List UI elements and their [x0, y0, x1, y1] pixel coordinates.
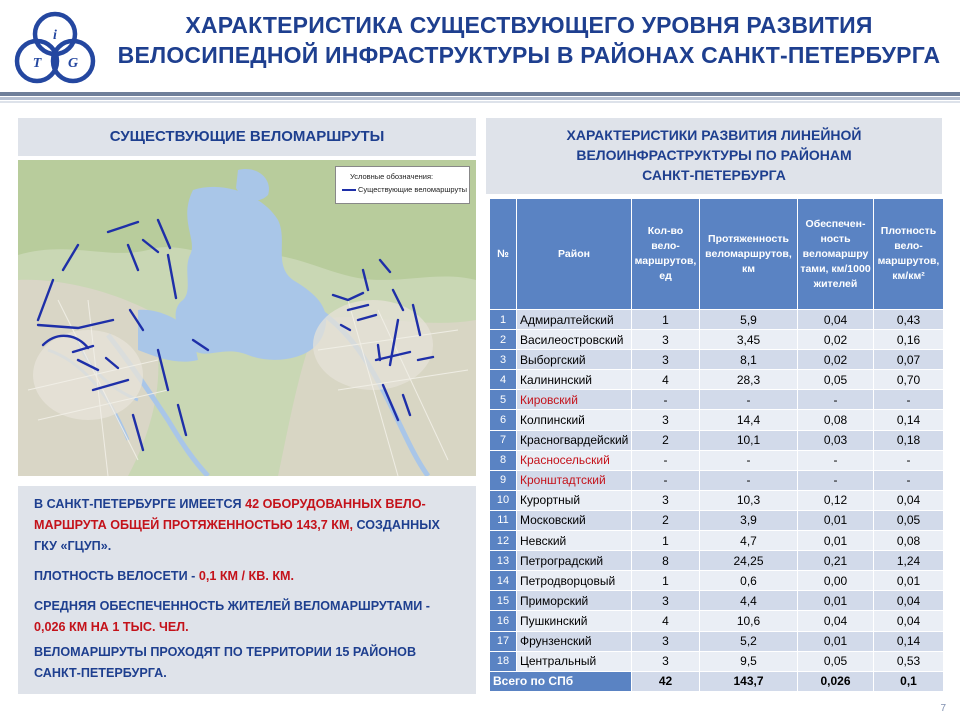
route-count: 3: [632, 651, 700, 671]
route-count: 3: [632, 591, 700, 611]
legend-title: Условные обозначения:: [350, 172, 434, 181]
row-number: 14: [490, 571, 517, 591]
route-length: 4,4: [700, 591, 798, 611]
district-name: Колпинский: [517, 410, 632, 430]
row-number: 3: [490, 350, 517, 370]
page-title: [108, 10, 950, 70]
district-name: Приморский: [517, 591, 632, 611]
route-count: 2: [632, 510, 700, 530]
total-length: 143,7: [700, 671, 798, 691]
route-length: 24,25: [700, 551, 798, 571]
header-district: Район: [517, 199, 632, 310]
table-row: [490, 330, 944, 350]
route-supply: 0,01: [798, 531, 874, 551]
district-name: Курортный: [517, 490, 632, 510]
info-text: ПЛОТНОСТЬ ВЕЛОСЕТИ -: [34, 569, 199, 583]
row-number: 18: [490, 651, 517, 671]
header-density: Плотность вело-маршрутов, км/км²: [874, 199, 944, 310]
route-length: 3,9: [700, 510, 798, 530]
table-row: [490, 591, 944, 611]
route-density: 1,24: [874, 551, 944, 571]
table-row: [490, 370, 944, 390]
route-density: 0,53: [874, 651, 944, 671]
districts-table: [489, 198, 944, 692]
legend-item-label: Существующие веломаршруты: [358, 185, 468, 194]
route-length: -: [700, 450, 798, 470]
table-row: [490, 631, 944, 651]
route-length: 10,3: [700, 490, 798, 510]
row-number: 10: [490, 490, 517, 510]
info-highlight: 0,1 КМ / КВ. КМ.: [198, 569, 294, 583]
logo-letter-i: i: [53, 28, 57, 43]
district-name: Калининский: [517, 370, 632, 390]
info-routes-count: [34, 494, 464, 557]
info-text: СРЕДНЯЯ ОБЕСПЕЧЕННОСТЬ ЖИТЕЛЕЙ ВЕЛОМАРШРУТАМИ -: [34, 599, 430, 613]
route-density: 0,01: [874, 571, 944, 591]
district-name: Василеостровский: [517, 330, 632, 350]
table-row: [490, 611, 944, 631]
route-count: 1: [632, 531, 700, 551]
route-density: 0,43: [874, 310, 944, 330]
info-box: [18, 486, 476, 694]
table-row: [490, 510, 944, 530]
row-number: 6: [490, 410, 517, 430]
logo-letter-g: G: [67, 56, 79, 71]
row-number: 17: [490, 631, 517, 651]
header-supply: Обеспечен-ность веломаршру тами, км/1000 жителей: [798, 199, 874, 310]
total-count: 42: [632, 671, 700, 691]
route-supply: 0,01: [798, 591, 874, 611]
route-length: 5,9: [700, 310, 798, 330]
info-highlight: 42 ОБОРУДОВАННЫХ ВЕЛО-МАРШРУТА ОБЩЕЙ ПРОТЯЖЕННОСТЬЮ 143,7 КМ,: [34, 497, 426, 532]
page-number: 7: [940, 703, 946, 714]
row-number: 12: [490, 531, 517, 551]
header-length: Протяженность веломаршрутов, км: [700, 199, 798, 310]
route-length: 28,3: [700, 370, 798, 390]
header-divider-light: [0, 101, 960, 103]
district-name: Московский: [517, 510, 632, 530]
table-row: [490, 531, 944, 551]
district-name: Красносельский: [517, 450, 632, 470]
route-density: 0,16: [874, 330, 944, 350]
route-count: 1: [632, 571, 700, 591]
district-name: Кронштадтский: [517, 470, 632, 490]
route-count: 3: [632, 631, 700, 651]
route-length: -: [700, 390, 798, 410]
row-number: 2: [490, 330, 517, 350]
table-panel-title: [486, 118, 942, 194]
row-number: 11: [490, 510, 517, 530]
route-density: 0,70: [874, 370, 944, 390]
row-number: 1: [490, 310, 517, 330]
route-supply: 0,03: [798, 430, 874, 450]
route-supply: 0,01: [798, 510, 874, 530]
route-length: 9,5: [700, 651, 798, 671]
route-count: 3: [632, 490, 700, 510]
route-density: 0,18: [874, 430, 944, 450]
header-route-count: Кол-во вело-маршрутов, ед: [632, 199, 700, 310]
header-divider-shade: [0, 97, 960, 100]
table-row: [490, 571, 944, 591]
table-row: [490, 350, 944, 370]
route-count: 3: [632, 350, 700, 370]
row-number: 9: [490, 470, 517, 490]
row-number: 16: [490, 611, 517, 631]
total-supply: 0,026: [798, 671, 874, 691]
route-count: -: [632, 450, 700, 470]
info-highlight: 0,026 КМ НА 1 ТЫС. ЧЕЛ.: [34, 620, 189, 634]
table-row: [490, 430, 944, 450]
district-name: Красногвардейский: [517, 430, 632, 450]
table-row: [490, 410, 944, 430]
bike-routes-map: [18, 160, 476, 476]
district-name: Невский: [517, 531, 632, 551]
row-number: 8: [490, 450, 517, 470]
route-supply: -: [798, 450, 874, 470]
route-length: 14,4: [700, 410, 798, 430]
route-count: 2: [632, 430, 700, 450]
district-name: Центральный: [517, 651, 632, 671]
route-count: 4: [632, 370, 700, 390]
route-count: -: [632, 470, 700, 490]
logo-letter-t: T: [32, 56, 42, 71]
route-supply: 0,02: [798, 350, 874, 370]
route-supply: 0,05: [798, 370, 874, 390]
page-title-line-1: ХАРАКТЕРИСТИКА СУЩЕСТВУЮЩЕГО УРОВНЯ РАЗВИТИЯ: [185, 12, 873, 38]
district-name: Петроградский: [517, 551, 632, 571]
route-supply: 0,04: [798, 310, 874, 330]
route-length: 8,1: [700, 350, 798, 370]
route-supply: -: [798, 470, 874, 490]
map-legend: [335, 166, 470, 204]
route-length: 3,45: [700, 330, 798, 350]
route-supply: 0,02: [798, 330, 874, 350]
row-number: 15: [490, 591, 517, 611]
route-supply: 0,01: [798, 631, 874, 651]
info-density: [34, 566, 464, 587]
route-density: 0,07: [874, 350, 944, 370]
table-title-line-2: ВЕЛОИНФРАСТРУКТУРЫ ПО РАЙОНАМ: [576, 147, 852, 163]
route-density: -: [874, 390, 944, 410]
route-supply: 0,21: [798, 551, 874, 571]
row-number: 7: [490, 430, 517, 450]
table-row: [490, 470, 944, 490]
row-number: 5: [490, 390, 517, 410]
table-row: [490, 490, 944, 510]
table-total-row: [490, 671, 944, 691]
route-supply: 0,12: [798, 490, 874, 510]
route-count: -: [632, 390, 700, 410]
route-length: 10,6: [700, 611, 798, 631]
info-supply: [34, 596, 464, 638]
route-length: 4,7: [700, 531, 798, 551]
table-row: [490, 390, 944, 410]
info-districts: ВЕЛОМАРШРУТЫ ПРОХОДЯТ ПО ТЕРРИТОРИИ 15 РАЙОНОВ САНКТ-ПЕТЕРБУРГА.: [34, 645, 417, 680]
row-number: 13: [490, 551, 517, 571]
route-density: 0,04: [874, 611, 944, 631]
district-name: Адмиралтейский: [517, 310, 632, 330]
header-number: №: [490, 199, 517, 310]
route-density: 0,05: [874, 510, 944, 530]
route-length: 10,1: [700, 430, 798, 450]
table-row: [490, 450, 944, 470]
route-count: 3: [632, 330, 700, 350]
route-supply: 0,08: [798, 410, 874, 430]
header-divider: [0, 92, 960, 96]
table-row: [490, 310, 944, 330]
route-count: 1: [632, 310, 700, 330]
route-density: 0,14: [874, 410, 944, 430]
legend-route-line-icon: [342, 189, 356, 191]
route-density: -: [874, 450, 944, 470]
total-density: 0,1: [874, 671, 944, 691]
table-title-line-1: ХАРАКТЕРИСТИКИ РАЗВИТИЯ ЛИНЕЙНОЙ: [566, 127, 862, 143]
district-name: Петродворцовый: [517, 571, 632, 591]
route-count: 8: [632, 551, 700, 571]
route-length: 0,6: [700, 571, 798, 591]
table-title-line-3: САНКТ-ПЕТЕРБУРГА: [642, 167, 786, 183]
route-density: -: [874, 470, 944, 490]
table-row: [490, 651, 944, 671]
row-number: 4: [490, 370, 517, 390]
info-text: В САНКТ-ПЕТЕРБУРГЕ ИМЕЕТСЯ: [34, 497, 246, 511]
company-logo: [10, 8, 100, 86]
route-count: 3: [632, 410, 700, 430]
route-length: -: [700, 470, 798, 490]
page-title-line-2: ВЕЛОСИПЕДНОЙ ИНФРАСТРУКТУРЫ В РАЙОНАХ САНКТ-ПЕТЕРБУРГА: [117, 42, 941, 68]
route-density: 0,08: [874, 531, 944, 551]
table-row: [490, 551, 944, 571]
district-name: Фрунзенский: [517, 631, 632, 651]
district-name: Выборгский: [517, 350, 632, 370]
route-supply: 0,05: [798, 651, 874, 671]
district-name: Кировский: [517, 390, 632, 410]
route-count: 4: [632, 611, 700, 631]
total-label: Всего по СПб: [490, 671, 632, 691]
district-name: Пушкинский: [517, 611, 632, 631]
route-supply: 0,00: [798, 571, 874, 591]
route-supply: 0,04: [798, 611, 874, 631]
route-density: 0,04: [874, 591, 944, 611]
route-density: 0,04: [874, 490, 944, 510]
info-text: СОЗДАННЫХ ГКУ «ГЦУП».: [34, 518, 440, 553]
table-header-row: [490, 199, 944, 310]
map-panel-title: СУЩЕСТВУЮЩИЕ ВЕЛОМАРШРУТЫ: [18, 118, 476, 156]
route-supply: -: [798, 390, 874, 410]
route-length: 5,2: [700, 631, 798, 651]
route-density: 0,14: [874, 631, 944, 651]
